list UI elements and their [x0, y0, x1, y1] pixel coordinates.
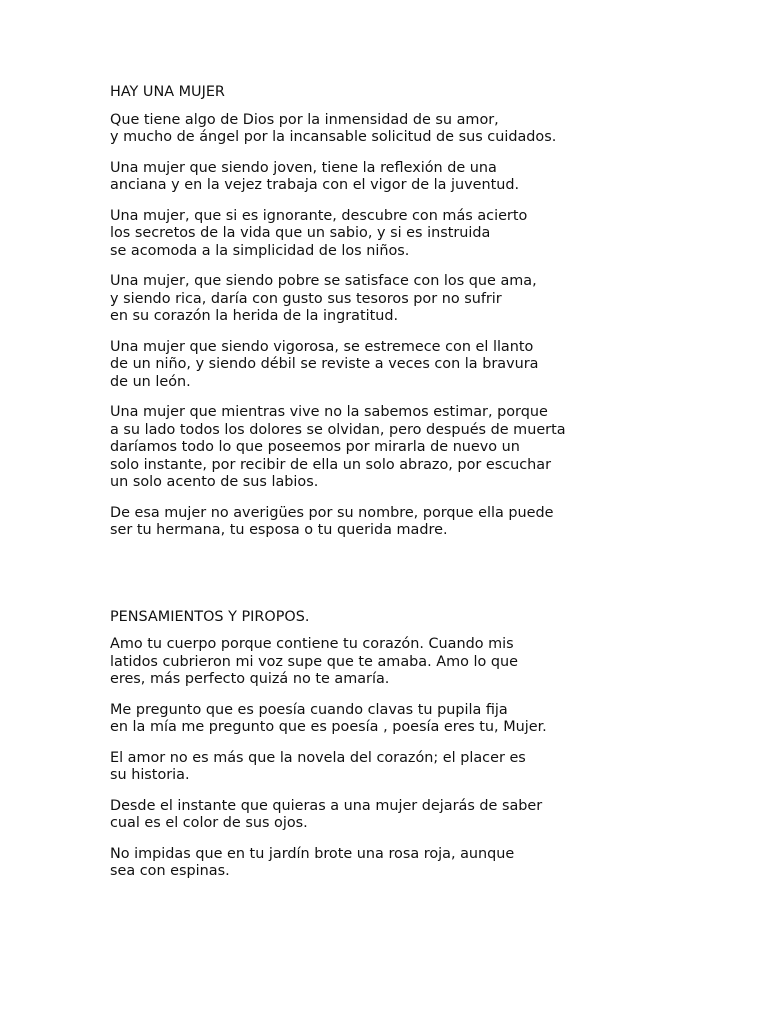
section-title: PENSAMIENTOS Y PIROPOS. — [110, 608, 310, 625]
paragraph — [110, 273, 750, 326]
text-line: los secretos de la vida que un sabio, y si es instruida — [110, 225, 491, 241]
text-line: cual es el color de sus ojos. — [110, 815, 308, 831]
text-line: en su corazón la herida de la ingratitud. — [110, 308, 399, 324]
paragraph — [110, 339, 750, 392]
text-line: sea con espinas. — [110, 863, 230, 879]
text-line: se acomoda a la simplicidad de los niños. — [110, 242, 410, 259]
text-line: a su lado todos los dolores se olvidan, pero después de muerta — [110, 421, 566, 438]
text-line: Una mujer que siendo joven, tiene la reflexión de una — [110, 159, 497, 176]
text-line: Amo tu cuerpo porque contiene tu corazón. Cuando mis — [110, 636, 514, 652]
text-line: ser tu hermana, tu esposa o tu querida madre. — [110, 522, 448, 538]
text-line: y siendo rica, daría con gusto sus tesoros por no sufrir — [110, 290, 502, 307]
text-line: y mucho de ángel por la incansable solicitud de sus cuidados. — [110, 129, 557, 145]
section-pensamientos-y-piropos — [110, 609, 750, 881]
text-line: El amor no es más que la novela del corazón; el placer es — [110, 749, 526, 766]
paragraph — [110, 208, 750, 261]
text-line: Que tiene algo de Dios por la inmensidad de su amor, — [110, 111, 499, 128]
text-line: su historia. — [110, 767, 190, 783]
text-line: anciana y en la vejez trabaja con el vigor de la juventud. — [110, 177, 520, 193]
paragraph — [110, 404, 750, 492]
text-line: Una mujer, que siendo pobre se satisface con los que ama, — [110, 273, 537, 289]
text-line: solo instante, por recibir de ella un solo abrazo, por escuchar — [110, 456, 552, 473]
paragraph — [110, 505, 750, 540]
text-line: Una mujer que mientras vive no la sabemos estimar, porque — [110, 404, 548, 420]
text-line: Una mujer que siendo vigorosa, se estremece con el llanto — [110, 338, 534, 355]
text-line: en la mía me pregunto que es poesía , poesía eres tu, Mujer. — [110, 719, 547, 735]
text-line: de un león. — [110, 373, 191, 390]
text-line: eres, más perfecto quizá no te amaría. — [110, 671, 390, 687]
text-line: Me pregunto que es poesía cuando clavas tu pupila fija — [110, 701, 508, 718]
paragraph — [110, 636, 750, 689]
text-line: de un niño, y siendo débil se reviste a veces con la bravura — [110, 356, 539, 372]
text-line: daríamos todo lo que poseemos por mirarla de nuevo un — [110, 439, 520, 455]
text-line: Una mujer, que si es ignorante, descubre con más acierto — [110, 207, 528, 224]
section-title: HAY UNA MUJER — [110, 84, 225, 100]
document-page — [110, 84, 750, 894]
text-line: un solo acento de sus labios. — [110, 474, 319, 490]
paragraph — [110, 160, 750, 195]
text-line: De esa mujer no averigües por su nombre, porque ella puede — [110, 504, 554, 521]
text-line: Desde el instante que quieras a una mujer dejarás de saber — [110, 797, 543, 814]
section-hay-una-mujer — [110, 84, 750, 540]
paragraph — [110, 798, 750, 833]
paragraph — [110, 702, 750, 737]
paragraph — [110, 846, 750, 881]
paragraph — [110, 112, 750, 147]
text-line: latidos cubrieron mi voz supe que te amaba. Amo lo que — [110, 653, 518, 670]
text-line: No impidas que en tu jardín brote una rosa roja, aunque — [110, 845, 515, 862]
section-spacer — [110, 553, 750, 609]
paragraph — [110, 750, 750, 785]
